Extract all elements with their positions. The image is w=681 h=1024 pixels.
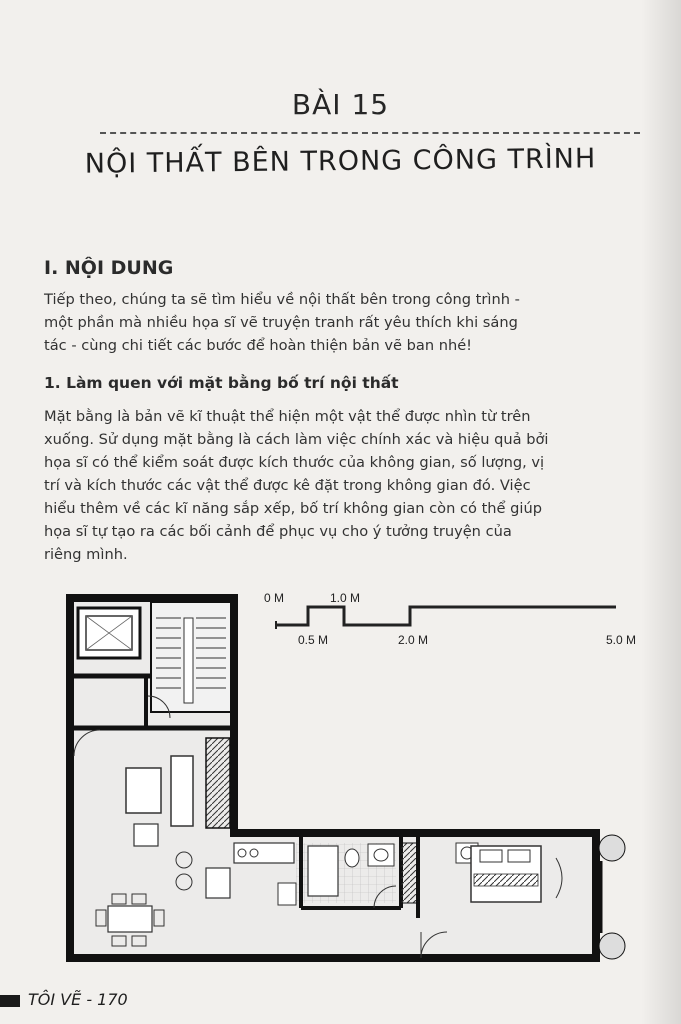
body-line: trí và kích thước các vật thể được kê đặt trong không gian đó. Việc xyxy=(44,477,531,494)
scale-label-2m: 2.0 M xyxy=(398,633,429,647)
chapter-title: NỘI THẤT BÊN TRONG CÔNG TRÌNH xyxy=(84,143,597,180)
floor-plan-drawing xyxy=(56,588,646,978)
scale-label-1m: 1.0 M xyxy=(330,591,361,605)
body-line: xuống. Sử dụng mặt bằng là cách làm việc chính xác và hiệu quả bởi xyxy=(44,431,549,448)
intro-line: Tiếp theo, chúng ta sẽ tìm hiểu về nội thất bên trong công trình - xyxy=(44,291,520,308)
page-footer: TÔI VẼ - 170 xyxy=(28,990,128,1009)
body-paragraph xyxy=(44,405,644,566)
body-line: hiểu thêm về các kĩ năng sắp xếp, bố trí không gian còn có thể giúp xyxy=(44,500,542,517)
body-line: riêng mình. xyxy=(44,546,128,563)
intro-line: một phần mà nhiều họa sĩ vẽ truyện tranh rất yêu thích khi sáng xyxy=(44,314,518,331)
subsection-heading: 1. Làm quen với mặt bằng bố trí nội thất xyxy=(44,374,399,392)
title-divider xyxy=(100,132,640,134)
body-line: họa sĩ có thể kiểm soát được kích thước của không gian, số lượng, vị xyxy=(44,454,545,471)
section-heading: I. NỘI DUNG xyxy=(44,257,174,279)
footer-marker xyxy=(0,995,20,1007)
body-line: họa sĩ tự tạo ra các bối cảnh để phục vụ cho ý tưởng truyện của xyxy=(44,523,512,540)
lesson-title: BÀI 15 xyxy=(291,88,390,121)
body-line: Mặt bằng là bản vẽ kĩ thuật thể hiện một vật thể được nhìn từ trên xyxy=(44,408,531,425)
scale-label-5m: 5.0 M xyxy=(606,633,637,647)
scale-label-05m: 0.5 M xyxy=(298,633,329,647)
scale-label-0m: 0 M xyxy=(264,591,285,605)
intro-paragraph xyxy=(44,288,644,357)
floor-plan xyxy=(56,588,646,982)
intro-line: tác - cùng chi tiết các bước để hoàn thiện bản vẽ ban nhé! xyxy=(44,337,473,354)
